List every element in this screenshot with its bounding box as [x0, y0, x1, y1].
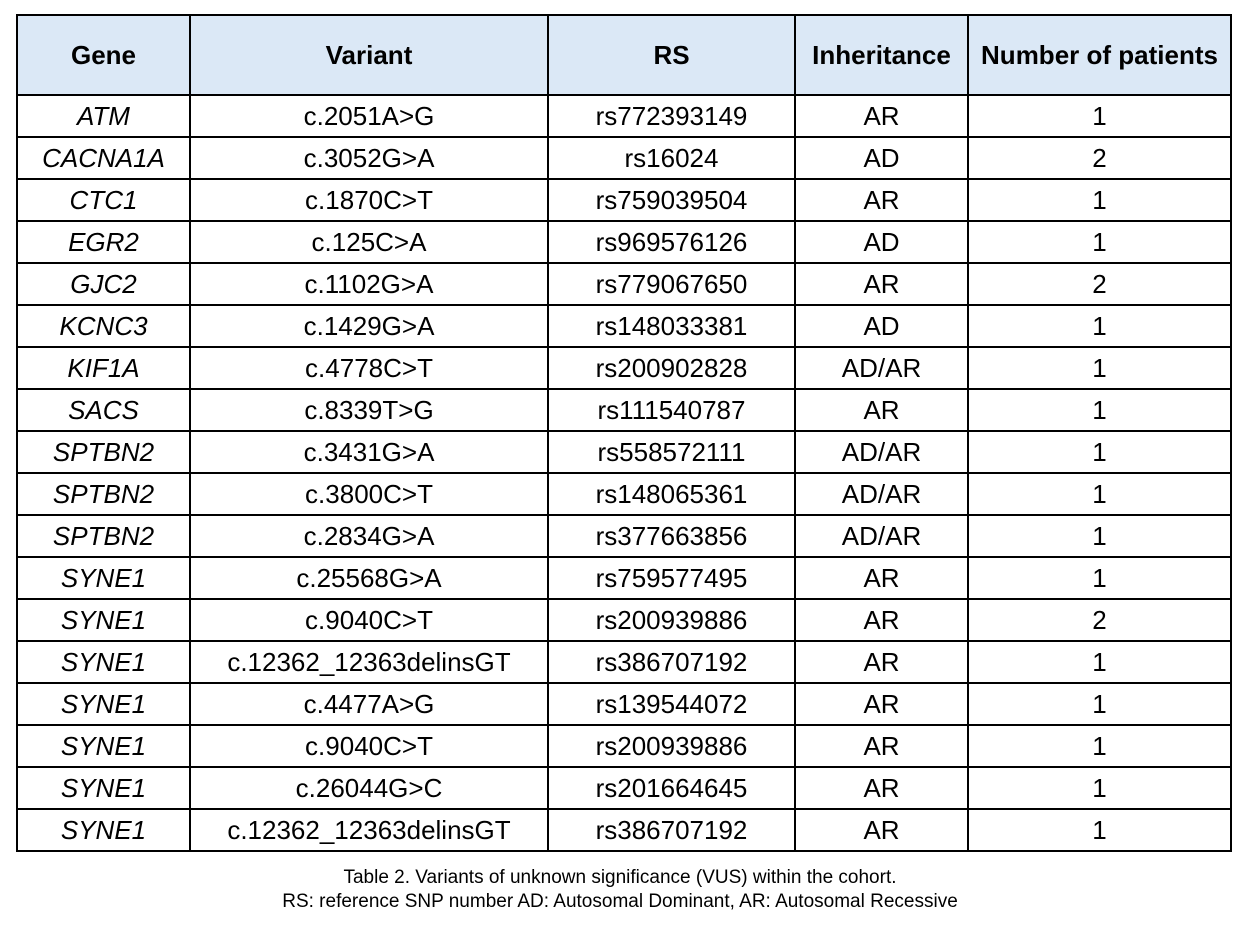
cell-inheritance: AD/AR: [795, 347, 968, 389]
cell-rs: rs139544072: [548, 683, 795, 725]
cell-gene: SPTBN2: [17, 431, 190, 473]
cell-gene: SACS: [17, 389, 190, 431]
cell-variant: c.2834G>A: [190, 515, 548, 557]
cell-number-of-patients: 1: [968, 179, 1231, 221]
cell-inheritance: AR: [795, 725, 968, 767]
cell-variant: c.8339T>G: [190, 389, 548, 431]
table-row: [17, 473, 1231, 515]
cell-inheritance: AR: [795, 389, 968, 431]
cell-variant: c.4477A>G: [190, 683, 548, 725]
cell-rs: rs200902828: [548, 347, 795, 389]
table-row: [17, 683, 1231, 725]
header-number-of-patients: [968, 15, 1231, 95]
table-row: [17, 389, 1231, 431]
cell-gene: SPTBN2: [17, 473, 190, 515]
cell-rs: rs377663856: [548, 515, 795, 557]
cell-number-of-patients: 1: [968, 767, 1231, 809]
header-row: [17, 15, 1231, 95]
cell-number-of-patients: 1: [968, 515, 1231, 557]
cell-gene: SYNE1: [17, 557, 190, 599]
header-number-of-patients-label: Number of patients: [981, 40, 1218, 70]
cell-rs: rs759039504: [548, 179, 795, 221]
cell-inheritance: AD/AR: [795, 431, 968, 473]
cell-variant: c.9040C>T: [190, 725, 548, 767]
vus-table: [16, 14, 1232, 852]
table-caption: [0, 866, 1240, 914]
table-row: [17, 767, 1231, 809]
cell-variant: c.12362_12363delinsGT: [190, 809, 548, 851]
cell-variant: c.12362_12363delinsGT: [190, 641, 548, 683]
table-row: [17, 221, 1231, 263]
cell-variant: c.125C>A: [190, 221, 548, 263]
cell-variant: c.2051A>G: [190, 95, 548, 137]
header-rs: RS: [548, 15, 795, 95]
cell-gene: SYNE1: [17, 725, 190, 767]
cell-gene: CTC1: [17, 179, 190, 221]
cell-gene: SYNE1: [17, 683, 190, 725]
header-inheritance: Inheritance: [795, 15, 968, 95]
table-header: [17, 15, 1231, 95]
cell-inheritance: AD/AR: [795, 473, 968, 515]
table-row: [17, 305, 1231, 347]
caption-title: Table 2. Variants of unknown significance (VUS) within the cohort.: [343, 867, 897, 888]
cell-inheritance: AR: [795, 767, 968, 809]
cell-variant: c.3052G>A: [190, 137, 548, 179]
cell-number-of-patients: 1: [968, 557, 1231, 599]
cell-rs: rs386707192: [548, 641, 795, 683]
cell-rs: rs148065361: [548, 473, 795, 515]
table-row: [17, 641, 1231, 683]
cell-rs: rs148033381: [548, 305, 795, 347]
cell-rs: rs200939886: [548, 599, 795, 641]
cell-gene: KIF1A: [17, 347, 190, 389]
cell-inheritance: AR: [795, 809, 968, 851]
cell-inheritance: AR: [795, 95, 968, 137]
cell-inheritance: AD: [795, 137, 968, 179]
cell-rs: rs779067650: [548, 263, 795, 305]
cell-number-of-patients: 1: [968, 473, 1231, 515]
cell-variant: c.1102G>A: [190, 263, 548, 305]
cell-number-of-patients: 2: [968, 599, 1231, 641]
cell-gene: SYNE1: [17, 641, 190, 683]
header-variant: Variant: [190, 15, 548, 95]
cell-rs: rs200939886: [548, 725, 795, 767]
table-row: [17, 809, 1231, 851]
cell-inheritance: AR: [795, 641, 968, 683]
cell-number-of-patients: 1: [968, 641, 1231, 683]
cell-rs: rs16024: [548, 137, 795, 179]
cell-rs: rs759577495: [548, 557, 795, 599]
cell-gene: CACNA1A: [17, 137, 190, 179]
cell-gene: SYNE1: [17, 767, 190, 809]
cell-gene: SYNE1: [17, 599, 190, 641]
table-row: [17, 431, 1231, 473]
cell-gene: GJC2: [17, 263, 190, 305]
cell-variant: c.26044G>C: [190, 767, 548, 809]
table-row: [17, 725, 1231, 767]
header-gene: Gene: [17, 15, 190, 95]
cell-gene: KCNC3: [17, 305, 190, 347]
vus-table-container: [16, 14, 1230, 852]
cell-number-of-patients: 1: [968, 221, 1231, 263]
table-body: [17, 95, 1231, 851]
caption-legend: RS: reference SNP number AD: Autosomal Dominant, AR: Autosomal Recessive: [282, 891, 958, 912]
table-row: [17, 263, 1231, 305]
cell-variant: c.9040C>T: [190, 599, 548, 641]
cell-inheritance: AR: [795, 263, 968, 305]
cell-rs: rs969576126: [548, 221, 795, 263]
table-row: [17, 557, 1231, 599]
cell-variant: c.25568G>A: [190, 557, 548, 599]
cell-number-of-patients: 1: [968, 95, 1231, 137]
table-row: [17, 137, 1231, 179]
cell-number-of-patients: 1: [968, 809, 1231, 851]
cell-inheritance: AR: [795, 557, 968, 599]
cell-rs: rs386707192: [548, 809, 795, 851]
cell-number-of-patients: 1: [968, 389, 1231, 431]
table-row: [17, 347, 1231, 389]
cell-inheritance: AR: [795, 599, 968, 641]
table-row: [17, 599, 1231, 641]
cell-rs: rs111540787: [548, 389, 795, 431]
cell-variant: c.3800C>T: [190, 473, 548, 515]
cell-rs: rs201664645: [548, 767, 795, 809]
cell-gene: SPTBN2: [17, 515, 190, 557]
cell-rs: rs772393149: [548, 95, 795, 137]
cell-number-of-patients: 1: [968, 347, 1231, 389]
cell-inheritance: AD: [795, 305, 968, 347]
cell-variant: c.3431G>A: [190, 431, 548, 473]
cell-inheritance: AR: [795, 683, 968, 725]
cell-variant: c.1429G>A: [190, 305, 548, 347]
table-row: [17, 179, 1231, 221]
table-row: [17, 515, 1231, 557]
cell-rs: rs558572111: [548, 431, 795, 473]
cell-gene: SYNE1: [17, 809, 190, 851]
cell-number-of-patients: 1: [968, 683, 1231, 725]
cell-number-of-patients: 1: [968, 725, 1231, 767]
cell-inheritance: AD: [795, 221, 968, 263]
cell-inheritance: AR: [795, 179, 968, 221]
cell-variant: c.1870C>T: [190, 179, 548, 221]
cell-number-of-patients: 1: [968, 431, 1231, 473]
cell-gene: ATM: [17, 95, 190, 137]
cell-number-of-patients: 2: [968, 263, 1231, 305]
cell-inheritance: AD/AR: [795, 515, 968, 557]
cell-number-of-patients: 2: [968, 137, 1231, 179]
cell-gene: EGR2: [17, 221, 190, 263]
cell-variant: c.4778C>T: [190, 347, 548, 389]
cell-number-of-patients: 1: [968, 305, 1231, 347]
table-row: [17, 95, 1231, 137]
